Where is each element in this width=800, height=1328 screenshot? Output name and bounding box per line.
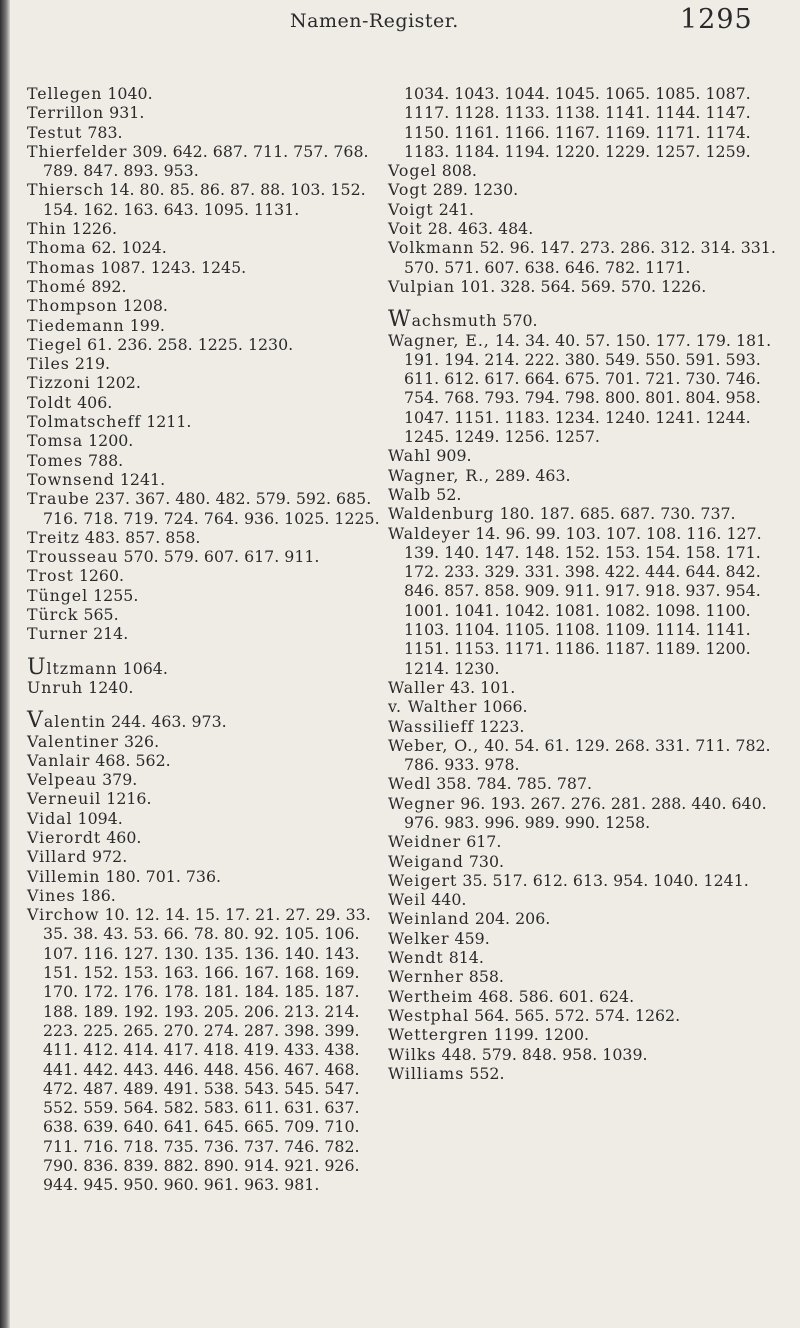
entry-name: Williams — [388, 1063, 465, 1083]
index-entry — [27, 905, 387, 1194]
index-entry — [27, 103, 387, 122]
entry-page-refs: 570. 579. 607. 617. 911. — [123, 547, 320, 567]
index-entry — [27, 180, 387, 219]
entry-page-refs: 617. — [466, 832, 502, 852]
entry-name: Weinland — [388, 909, 470, 929]
entry-page-refs: 28. 463. 484. — [427, 219, 534, 239]
index-entry — [27, 867, 387, 886]
index-entry — [27, 708, 387, 734]
entry-page-refs: 892. — [91, 276, 127, 296]
entry-page-refs: 459. — [454, 928, 490, 948]
entry-page-refs: 1066. — [482, 697, 528, 717]
section-initial: U — [27, 654, 47, 680]
entry-page-refs: 180. 187. 685. 687. 730. 737. — [499, 504, 736, 524]
entry-page-refs: 570. — [502, 311, 538, 331]
entry-name: Valentiner — [27, 731, 119, 751]
index-entry — [27, 84, 387, 103]
entry-name: Weber, O., — [388, 735, 480, 755]
entry-page-refs: 783. — [87, 122, 123, 142]
index-entry — [27, 586, 387, 605]
entry-name: Unruh — [27, 677, 84, 697]
page-title: Namen-Register. — [290, 10, 459, 32]
entry-page-refs: 309. 642. 687. 711. 757. 768. 789. 847. 893. 953. — [43, 141, 369, 181]
entry-page-refs: 1208. — [122, 296, 168, 316]
index-entry — [388, 1025, 790, 1044]
index-entry — [27, 566, 387, 585]
entry-page-refs: 101. 328. 564. 569. 570. 1226. — [460, 276, 707, 296]
entry-name: Thomas — [27, 257, 96, 277]
entry-page-refs: 931. — [109, 103, 145, 123]
entry-name: Walb — [388, 484, 432, 504]
entry-name: Tellegen — [27, 84, 103, 103]
entry-page-refs: 1241. — [119, 469, 166, 489]
index-entry — [388, 929, 790, 948]
entry-page-refs: 10. 12. 14. 15. 17. 21. 27. 29. 33. 35. 38. 43. 53. 66. 78. 80. 92. 105. 106. 107. 116. 127. 130. 135. 136. 140. 143. 151. 152. 153. 163. 166. 167. 168. 169. 170. 172. 176. 178. 181. 184. 185. 187. 188. 189. 192. 193. 205. 206. 213. 214. 223. 225. 265. 270. 274. 287. 398. 399. 411. 412. 414. 417. 418. 419. 433. 438. 441. 442. 443. 446. 448. 456. 467. 468. 472. 487. 489. 491. 538. 543. 545. 547. 552. 559. 564. 582. 583. 611. 631. 637. 638. 639. 640. 641. 645. 665. 709. 710. 711. 716. 718. 735. 736. 737. 746. 782. 790. 836. 839. 882. 890. 914. 921. 926. 944. 945. 950. 960. 961. 963. 981. — [43, 905, 371, 1195]
index-entry — [27, 354, 387, 373]
entry-name: Traube — [27, 489, 90, 509]
entry-name: Wagner, E., — [388, 330, 490, 350]
index-entry — [27, 219, 387, 238]
index-entry — [388, 736, 790, 775]
index-entry — [27, 431, 387, 450]
entry-page-refs: 219. — [74, 354, 111, 374]
index-entry — [388, 717, 790, 736]
entry-name: Thierfelder — [27, 141, 128, 161]
index-entry — [27, 142, 387, 181]
entry-page-refs: 1240. — [88, 677, 134, 697]
entry-page-refs: 858. — [468, 967, 504, 987]
entry-page-refs: 440. — [431, 890, 467, 910]
entry-name: Türck — [27, 605, 79, 625]
section-gap — [27, 644, 387, 658]
entry-name: Testut — [27, 122, 83, 142]
entry-name: Volkmann — [388, 238, 475, 258]
entry-name: Thompson — [27, 296, 118, 316]
index-entry — [27, 770, 387, 789]
entry-page-refs: 448. 579. 848. 958. 1039. — [441, 1044, 648, 1064]
index-entry — [27, 547, 387, 566]
entry-name: Verneuil — [27, 789, 102, 809]
entry-page-refs: 14. 34. 40. 57. 150. 177. 179. 181. 191. 194. 214. 222. 380. 549. 550. 591. 593. 611. 612. 617. 664. 675. 701. 721. 730. 746. 754. 768. 793. 794. 798. 800. 801. 804. 958. 1047. 1151. 1183. 1234. 1240. 1241. 1244. 1245. 1249. 1256. 1257. — [404, 330, 772, 447]
entry-page-refs: 1094. — [77, 808, 123, 828]
entry-name: Vogt — [388, 180, 428, 200]
entry-name: Weidner — [388, 832, 462, 852]
entry-page-refs: 214. — [93, 624, 129, 644]
entry-page-refs: 35. 517. 612. 613. 954. 1040. 1241. — [462, 870, 749, 890]
entry-name: Tüngel — [27, 585, 89, 605]
index-entry — [27, 654, 387, 680]
index-entry — [388, 1006, 790, 1025]
entry-name: Thiersch — [27, 180, 105, 200]
entry-page-refs: 1260. — [78, 566, 125, 586]
index-entry — [27, 238, 387, 257]
index-entry — [27, 123, 387, 142]
entry-name: Vierordt — [27, 827, 102, 847]
entry-page-refs: 1226. — [71, 219, 117, 239]
entry-page-refs: 244. 463. 973. — [111, 712, 227, 732]
entry-page-refs: 14. 96. 99. 103. 107. 108. 116. 127. 139. 140. 147. 148. 152. 153. 154. 158. 171. 172. 233. 329. 331. 398. 422. 444. 644. 842. 846. 857. 858. 909. 911. 917. 918. 937. 954. 1001. 1041. 1042. 1081. 1082. 1098. 1100. 1103. 1104. 1105. 1108. 1109. 1114. 1141. 1151. 1153. 1171. 1186. 1187. 1189. 1200. 1214. 1230. — [404, 523, 762, 678]
entry-page-refs: 199. — [129, 315, 165, 335]
entry-name: Welker — [388, 928, 450, 948]
entry-name: Toldt — [27, 392, 73, 412]
entry-page-refs: 1211. — [146, 412, 192, 432]
entry-page-refs: 564. 565. 572. 574. 1262. — [474, 1005, 681, 1025]
index-entry — [27, 335, 387, 354]
entry-page-refs: 204. 206. — [474, 909, 551, 929]
entry-page-refs: 241. — [438, 199, 474, 219]
entry-page-refs: 289. 1230. — [432, 180, 519, 200]
index-entry — [388, 161, 790, 180]
entry-name: Westphal — [388, 1005, 470, 1025]
index-entry — [27, 489, 387, 528]
index-entry — [388, 307, 790, 333]
entry-page-refs: 1199. 1200. — [493, 1025, 590, 1045]
index-entry — [27, 451, 387, 470]
book-binding-edge — [0, 0, 10, 1328]
index-entry — [388, 832, 790, 851]
entry-name — [27, 708, 107, 734]
index-entry — [388, 909, 790, 928]
index-entry — [388, 794, 790, 833]
entry-page-refs: 61. 236. 258. 1225. 1230. — [87, 334, 294, 354]
page-number: 1295 — [680, 4, 753, 35]
index-entry — [388, 1045, 790, 1064]
index-entry — [388, 238, 790, 277]
entry-page-refs: 468. 562. — [95, 750, 171, 770]
entry-page-refs: 972. — [92, 847, 128, 867]
index-entry — [388, 277, 790, 296]
entry-name: Velpeau — [27, 770, 98, 790]
entry-name: Tizzoni — [27, 373, 91, 393]
entry-name: Wertheim — [388, 986, 474, 1006]
entry-page-refs: 52. 96. 147. 273. 286. 312. 314. 331. 570. 571. 607. 638. 646. 782. 1171. — [404, 238, 776, 277]
index-entry — [27, 789, 387, 808]
entry-name: Waldeyer — [388, 523, 471, 543]
entry-name — [388, 307, 498, 333]
index-entry — [27, 678, 387, 697]
right-column — [388, 84, 790, 1083]
index-entry — [388, 967, 790, 986]
index-entry — [27, 605, 387, 624]
entry-name: Wagner, R., — [388, 465, 491, 485]
entry-name: Vidal — [27, 808, 73, 828]
index-entry — [388, 466, 790, 485]
entry-page-refs: 1200. — [88, 431, 134, 451]
entry-page-refs: 52. — [436, 484, 462, 504]
section-initial: V — [27, 708, 44, 734]
index-entry — [27, 412, 387, 431]
section-gap — [388, 296, 790, 310]
entry-name: Trost — [27, 566, 74, 586]
entry-name: Waller — [388, 677, 445, 697]
entry-page-refs: 379. — [102, 770, 138, 790]
entry-name: Voit — [388, 219, 423, 239]
entry-page-refs: 565. — [83, 605, 119, 625]
entry-name-rest: alentin — [43, 712, 107, 732]
entry-name: Wendt — [388, 948, 444, 968]
entry-page-refs: 326. — [123, 731, 160, 751]
entry-page-refs: 814. — [448, 948, 484, 968]
entry-page-refs: 40. 54. 61. 129. 268. 331. 711. 782. 786. 933. 978. — [404, 735, 771, 775]
entry-page-refs: 96. 193. 267. 276. 281. 288. 440. 640. 976. 983. 996. 989. 990. 1258. — [404, 793, 767, 832]
entry-page-refs: 1223. — [479, 716, 525, 736]
entry-page-refs: 1255. — [93, 585, 139, 605]
index-entry — [27, 751, 387, 770]
entry-name: Vogel — [388, 161, 437, 181]
index-entry — [388, 524, 790, 678]
index-entry — [388, 446, 790, 465]
index-entry — [388, 697, 790, 716]
entry-name: Weigert — [388, 870, 458, 890]
entry-name: Trousseau — [27, 547, 119, 567]
entry-name: Villard — [27, 847, 88, 867]
entry-name: Vanlair — [27, 750, 91, 770]
index-entry — [388, 219, 790, 238]
entry-name-rest: achsmuth — [411, 311, 498, 331]
entry-name: Tiegel — [27, 334, 83, 354]
entry-name: Vines — [27, 885, 76, 905]
entry-page-refs: 358. 784. 785. 787. — [436, 774, 593, 794]
entry-page-refs: 468. 586. 601. 624. — [478, 986, 635, 1006]
entry-page-refs: 180. 701. 736. — [105, 866, 222, 886]
entry-name: Vulpian — [388, 276, 456, 296]
entry-name: Tiles — [27, 354, 70, 374]
entry-page-refs: 788. — [88, 450, 124, 470]
entry-page-refs: 1202. — [95, 373, 141, 393]
index-entry — [388, 200, 790, 219]
entry-name: Treitz — [27, 527, 80, 547]
index-entry — [27, 470, 387, 489]
entry-name: Thin — [27, 219, 67, 239]
entry-page-refs: 552. — [469, 1063, 505, 1083]
entry-name: Wernher — [388, 967, 464, 987]
entry-page-refs: 1087. 1243. 1245. — [100, 257, 247, 277]
entry-name: Wassilieff — [388, 716, 475, 736]
index-entry — [388, 180, 790, 199]
section-initial: W — [388, 307, 412, 333]
entry-name: Tomes — [27, 450, 83, 470]
entry-page-refs: 62. 1024. — [91, 238, 167, 258]
left-column — [27, 84, 387, 1195]
index-entry — [27, 258, 387, 277]
entry-page-refs: 289. 463. — [495, 465, 571, 485]
index-entry — [27, 886, 387, 905]
index-entry — [388, 890, 790, 909]
entry-name-rest: ltzmann — [46, 658, 118, 678]
index-entry — [27, 296, 387, 315]
entry-page-refs: 1064. — [122, 658, 168, 678]
entry-page-refs: 186. — [80, 885, 116, 905]
index-entry — [27, 316, 387, 335]
entry-page-refs: 14. 80. 85. 86. 87. 88. 103. 152. 154. 162. 163. 643. 1095. 1131. — [43, 180, 366, 219]
index-entry — [27, 624, 387, 643]
entry-name: v. Walther — [388, 697, 478, 717]
index-entry — [27, 809, 387, 828]
entry-name — [27, 654, 118, 680]
index-entry — [388, 948, 790, 967]
entry-page-refs: 730. — [468, 851, 505, 871]
entry-name: Villemin — [27, 866, 101, 886]
entry-page-refs: 483. 857. 858. — [84, 527, 201, 547]
entry-name: Tolmatscheff — [27, 412, 142, 432]
entry-name: Townsend — [27, 469, 115, 489]
entry-page-refs: 1034. 1043. 1044. 1045. 1065. 1085. 1087. 1117. 1128. 1133. 1138. 1141. 1144. 1147. 1150. 1161. 1166. 1167. 1169. 1171. 1174. 1183. 1184. 1194. 1220. 1229. 1257. 1259. — [404, 84, 751, 161]
entry-page-refs: 808. — [441, 161, 477, 181]
entry-name: Wegner — [388, 793, 456, 813]
entry-name: Virchow — [27, 905, 100, 925]
index-entry — [388, 1064, 790, 1083]
entry-name: Tiedemann — [27, 315, 125, 335]
entry-page-refs: 1040. — [107, 84, 153, 103]
index-entry — [388, 84, 790, 161]
index-entry — [27, 373, 387, 392]
index-entry — [27, 732, 387, 751]
entry-name: Weil — [388, 890, 427, 910]
index-entry — [388, 678, 790, 697]
index-entry — [388, 987, 790, 1006]
entry-page-refs: 909. — [436, 446, 472, 466]
entry-name: Wettergren — [388, 1025, 489, 1045]
entry-name: Weigand — [388, 851, 464, 871]
index-entry — [27, 277, 387, 296]
entry-name: Wahl — [388, 446, 432, 466]
index-entry — [388, 504, 790, 523]
entry-name: Turner — [27, 624, 89, 644]
entry-page-refs: 460. — [106, 827, 142, 847]
index-entry — [388, 331, 790, 447]
entry-name: Wedl — [388, 774, 432, 794]
entry-name: Thomé — [27, 276, 87, 296]
entry-page-refs: 43. 101. — [450, 677, 516, 697]
entry-name: Terrillon — [27, 103, 105, 123]
entry-page-refs: 406. — [77, 392, 113, 412]
section-gap — [27, 697, 387, 711]
index-entry — [27, 847, 387, 866]
entry-name: Tomsa — [27, 431, 84, 451]
index-entry — [27, 528, 387, 547]
index-entry — [27, 828, 387, 847]
entry-page-refs: 237. 367. 480. 482. 579. 592. 685. 716. 718. 719. 724. 764. 936. 1025. 1225. — [43, 489, 380, 528]
entry-page-refs: 1216. — [106, 789, 152, 809]
index-entry — [388, 774, 790, 793]
index-entry — [388, 852, 790, 871]
index-entry — [27, 393, 387, 412]
entry-name: Wilks — [388, 1044, 437, 1064]
index-entry — [388, 485, 790, 504]
entry-name: Voigt — [388, 199, 434, 219]
entry-name: Thoma — [27, 238, 87, 258]
entry-name: Waldenburg — [388, 504, 495, 524]
index-entry — [388, 871, 790, 890]
